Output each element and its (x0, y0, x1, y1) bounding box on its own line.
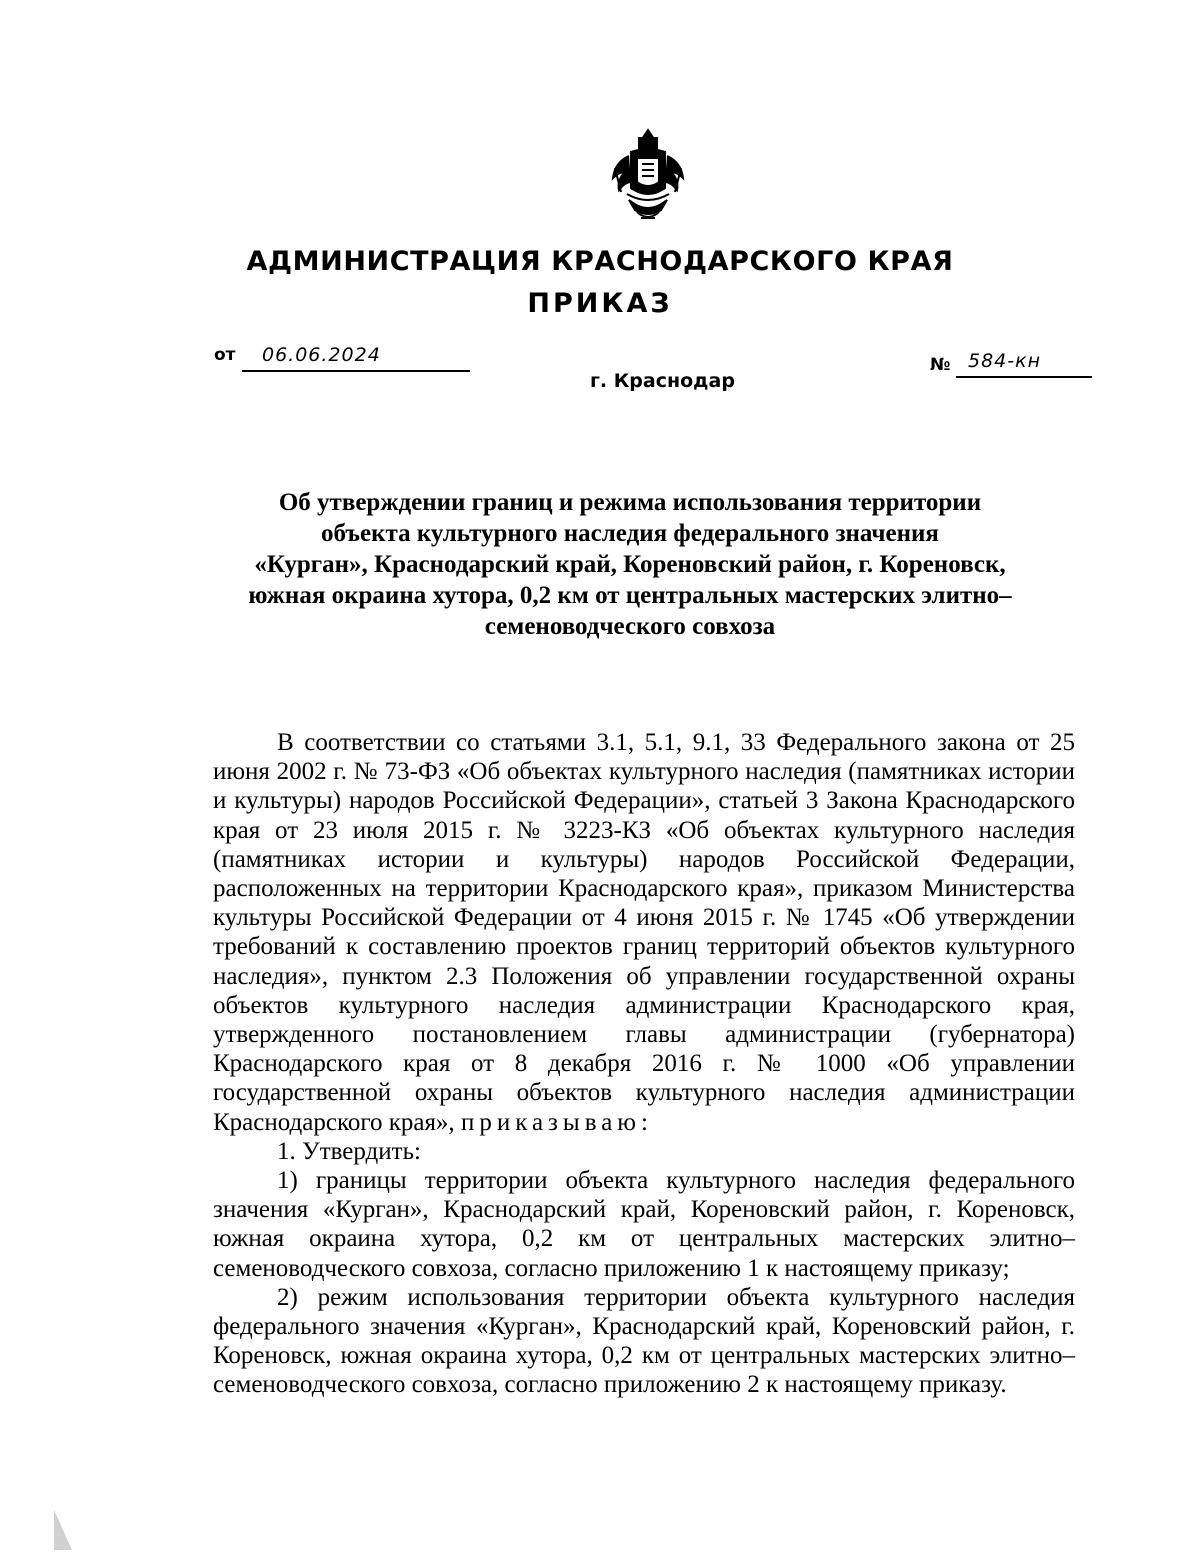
document-title (200, 487, 1060, 642)
handwritten-date: 06.06.2024 (262, 344, 381, 366)
item-1-1: 1) границы территории объекта культурного наследия федерального значения «Курган», Краснодарский край, Кореновский район, г. Кореновск, южная окраина хутора, 0,2 км от центральных мастерских элитно–семеноводческого совхоза, согласно приложению 1 к настоящему приказу; (213, 1167, 1075, 1282)
date-label: от (214, 345, 236, 365)
city-name: г. Краснодар (590, 370, 735, 392)
date-underline (242, 370, 470, 372)
number-label: № (930, 355, 951, 375)
item-1-2: 2) режим использования территории объекта культурного наследия федерального значения «Курган», Краснодарский край, Кореновский район, г. Кореновск, южная окраина хутора, 0,2 км от центральных мастерских элитно–семеноводческого совхоза, согласно приложению 2 к настоящему приказу. (213, 1283, 1075, 1399)
title-line: семеноводческого совхоза (484, 613, 776, 640)
preamble-text: В соответствии со статьями 3.1, 5.1, 9.1, 33 Федерального закона от 25 июня 2002 г. № 73-ФЗ «Об объектах культурного наследия (памятниках истории и культуры) народов Российской Федерации», статьей 3 Закона Краснодарского края от 23 июля 2015 г. № 3223-КЗ «Об объектах культурного наследия (памятниках истории и культуры) народов Российской Федерации, расположенных на территории Краснодарского края», приказом Министерства культуры Российской Федерации от 4 июня 2015 г. № 1745 «Об утверждении требований к составлению проектов границ территорий объектов культурного наследия», пунктом 2.3 Положения об управлении государственной охраны объектов культурного наследия администрации Краснодарского края, утвержденного постановлением главы администрации (губернатора) Краснодарского края от 8 декабря 2016 г. № 1000 «Об управлении государственной охраны объектов культурного наследия администрации Краснодарского края», (213, 729, 1075, 1136)
number-underline (956, 376, 1092, 378)
organization-name: АДМИНИСТРАЦИЯ КРАСНОДАРСКОГО КРАЯ (246, 246, 954, 277)
order-word: приказываю: (460, 1108, 653, 1136)
document-type: ПРИКАЗ (527, 288, 673, 319)
item-1: 1. Утвердить: (277, 1137, 421, 1165)
preamble-paragraph (213, 728, 1075, 1137)
title-line: южная окраина хутора, 0,2 км от центральных мастерских элитно– (248, 582, 1012, 609)
document-body (213, 728, 1075, 1400)
title-line: Об утверждении границ и режима использования территории (278, 489, 982, 516)
scan-artifact (54, 1510, 72, 1550)
title-line: объекта культурного наследия федерального значения (321, 520, 939, 547)
handwritten-number: 584-кн (968, 350, 1042, 372)
krasnodar-coat-of-arms-icon (607, 128, 689, 224)
title-line: «Курган», Краснодарский край, Кореновский район, г. Кореновск, (254, 551, 1006, 578)
